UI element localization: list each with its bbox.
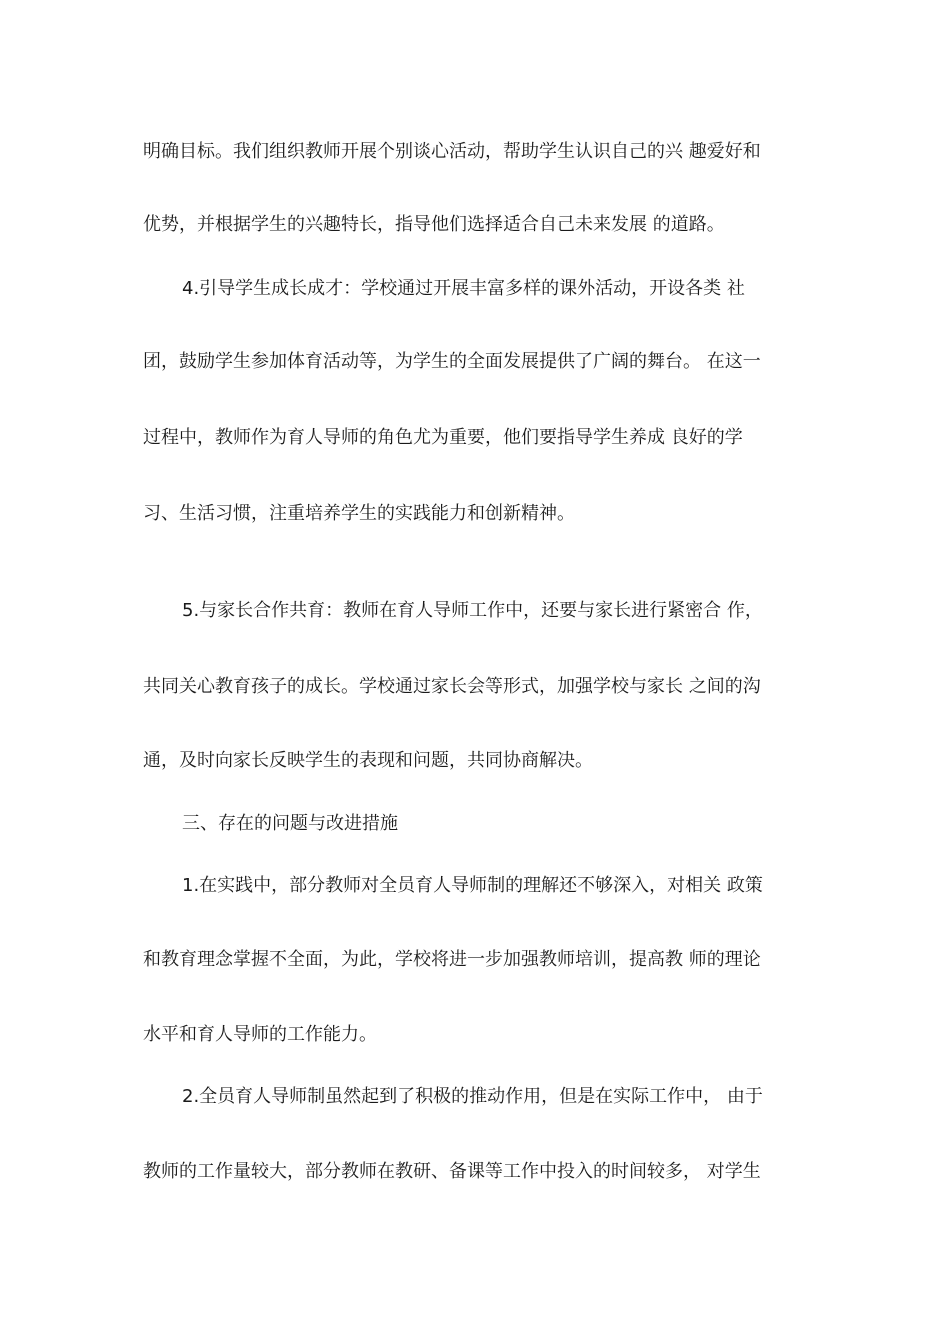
- text-line: 水平和育人导师的工作能力。: [143, 1024, 377, 1045]
- text-line: 团，鼓励学生参加体育活动等，为学生的全面发展提供了广阔的舞台。 在这一: [143, 351, 761, 372]
- text-line: 明确目标。我们组织教师开展个别谈心活动，帮助学生认识自己的兴 趣爱好和: [143, 141, 761, 162]
- text-line: 4.引导学生成长成才：学校通过开展丰富多样的课外活动，开设各类 社: [182, 278, 745, 299]
- text-line: 2.全员育人导师制虽然起到了积极的推动作用，但是在实际工作中， 由于: [182, 1086, 763, 1107]
- text-line: 过程中，教师作为育人导师的角色尤为重要，他们要指导学生养成 良好的学: [143, 427, 743, 448]
- text-line: 教师的工作量较大，部分教师在教研、备课等工作中投入的时间较多， 对学生: [143, 1161, 761, 1182]
- text-line: 1.在实践中，部分教师对全员育人导师制的理解还不够深入，对相关 政策: [182, 875, 763, 896]
- text-line: 5.与家长合作共育：教师在育人导师工作中，还要与家长进行紧密合 作，: [182, 600, 763, 621]
- text-line: 优势，并根据学生的兴趣特长，指导他们选择适合自己未来发展 的道路。: [143, 214, 725, 235]
- text-line: 和教育理念掌握不全面，为此，学校将进一步加强教师培训，提高教 师的理论: [143, 949, 761, 970]
- text-line: 习、生活习惯，注重培养学生的实践能力和创新精神。: [143, 503, 575, 524]
- text-line: 通，及时向家长反映学生的表现和问题，共同协商解决。: [143, 750, 593, 771]
- section-heading: 三、存在的问题与改进措施: [182, 813, 398, 834]
- text-line: 共同关心教育孩子的成长。学校通过家长会等形式，加强学校与家长 之间的沟: [143, 676, 761, 697]
